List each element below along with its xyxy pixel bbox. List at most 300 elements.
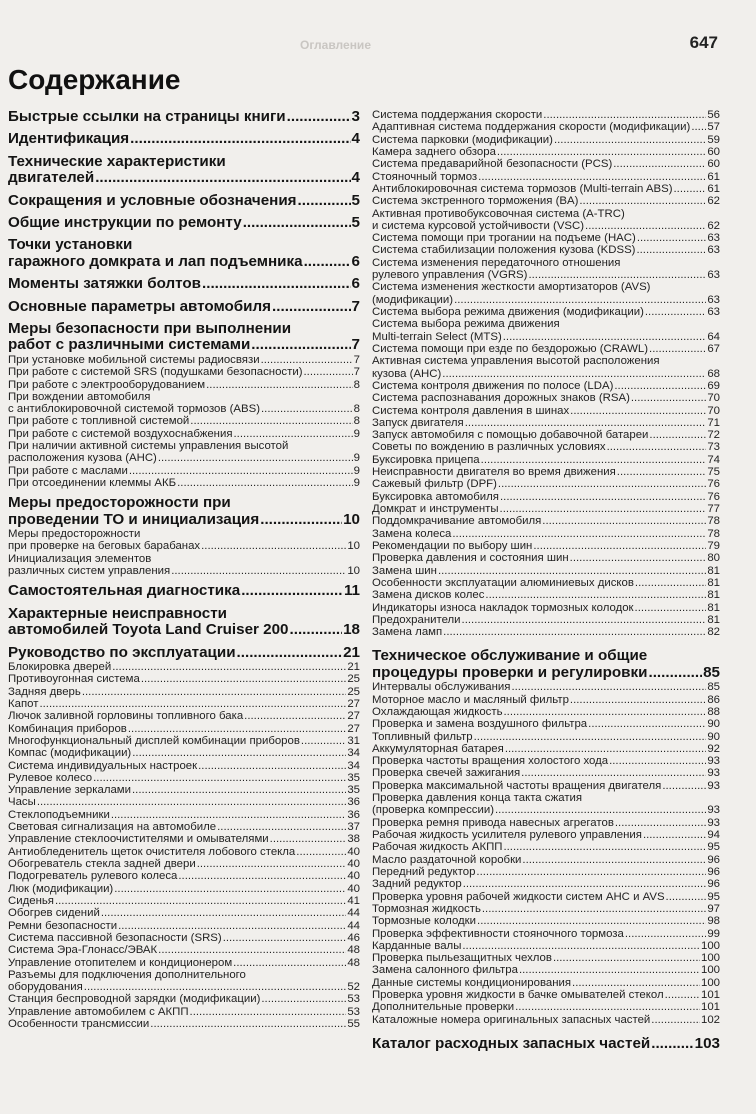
- toc-page-number: 7: [353, 353, 360, 366]
- toc-entry-title-line: Система предаварийной безопасности (PCS): [372, 158, 613, 171]
- toc-section-entry: [8, 215, 360, 231]
- toc-entry-title-line: Самостоятельная диагностика: [8, 582, 241, 600]
- toc-page-number: 90: [707, 718, 720, 731]
- toc-entry-title-line: Проверка уровня рабочей жидкости систем AHC и AVS: [372, 890, 665, 903]
- toc-entry-title-line: Стояночный тормоз: [372, 170, 478, 183]
- toc-page-number: 4: [351, 169, 360, 187]
- dot-leader: [691, 121, 706, 133]
- dot-leader: [570, 405, 706, 417]
- toc-entry-title-line: При работе с маслами: [8, 464, 128, 477]
- toc-entry-title-line: Запуск двигателя: [372, 416, 464, 429]
- toc-page-number: 78: [707, 515, 720, 528]
- toc-entry-title-line: При наличии активной системы управления высотой: [8, 440, 289, 453]
- toc-entry: [372, 503, 720, 515]
- toc-section-entry: [8, 131, 360, 147]
- toc-entry: [372, 392, 720, 404]
- toc-page-number: 57: [707, 121, 720, 134]
- dot-leader: [588, 718, 706, 730]
- dot-leader: [442, 368, 706, 380]
- toc-entry: [372, 343, 720, 355]
- toc-entry: [8, 673, 360, 685]
- toc-page-number: 62: [707, 195, 720, 208]
- toc-entry: [8, 846, 360, 858]
- toc-entry-title-line: Буксировка автомобиля: [372, 490, 499, 503]
- toc-entry-title-line: Меры безопасности при выполнении: [8, 320, 292, 338]
- toc-page-number: 21: [347, 661, 360, 673]
- dot-leader: [522, 854, 706, 866]
- dot-leader: [553, 952, 700, 964]
- toc-section-entry: [372, 1036, 720, 1052]
- toc-entry-title-line: Обогреватель стекла задней двери: [8, 858, 196, 870]
- toc-entry: [372, 841, 720, 853]
- toc-entry: [372, 903, 720, 915]
- toc-entry-title-line: Система изменения жесткости амортизаторов (AVS): [372, 281, 651, 294]
- toc-entry-title-line: Передний редуктор: [372, 865, 476, 878]
- toc-entry: [372, 866, 720, 878]
- toc-entry: [372, 380, 720, 392]
- dot-leader: [498, 478, 706, 490]
- toc-entry: [8, 833, 360, 845]
- toc-page-number: 86: [707, 693, 720, 706]
- toc-entry: [372, 755, 720, 767]
- toc-page-number: 100: [700, 952, 720, 965]
- toc-page-number: 27: [347, 710, 360, 723]
- toc-page-number: 68: [707, 367, 720, 380]
- dot-leader: [270, 833, 347, 845]
- toc-entry: [8, 723, 360, 735]
- toc-page-number: 96: [707, 853, 720, 866]
- dot-leader: [635, 577, 706, 589]
- dot-leader: [37, 796, 347, 808]
- toc-entry-title-line: Сажевый фильтр (DPF): [372, 478, 497, 491]
- toc-entry: [8, 809, 360, 821]
- toc-entry-title-line: при проверке на беговых барабанах: [8, 540, 201, 553]
- dot-leader: [177, 477, 353, 489]
- toc-page-number: 55: [347, 1018, 360, 1031]
- dot-leader: [132, 784, 346, 796]
- toc-page-number: 9: [353, 477, 360, 489]
- dot-leader: [39, 698, 346, 710]
- dot-leader: [272, 299, 351, 315]
- toc-page-number: 7: [353, 366, 360, 379]
- toc-entry: [372, 208, 720, 233]
- toc-page-number: 7: [351, 336, 360, 354]
- toc-page-number: 93: [707, 804, 720, 817]
- toc-page-number: 81: [707, 576, 720, 589]
- toc-page-number: 103: [694, 1035, 720, 1052]
- dot-leader: [674, 183, 707, 195]
- dot-leader: [462, 614, 707, 626]
- dot-leader: [503, 841, 706, 853]
- toc-entry-title-line: Люк (модификации): [8, 882, 114, 895]
- dot-leader: [206, 379, 353, 391]
- toc-entry: [8, 858, 360, 870]
- toc-entry-title-line: с антиблокировочной системой тормозов (ABS): [8, 403, 260, 416]
- toc-entry: [372, 589, 720, 601]
- toc-entry-title-line: Тормозная жидкость: [372, 902, 481, 915]
- toc-entry-title-line: Управление автомобилем с АКПП: [8, 1005, 189, 1018]
- toc-entry: [8, 760, 360, 772]
- toc-entry-title-line: Основные параметры автомобиля: [8, 297, 272, 315]
- toc-entry: [372, 928, 720, 940]
- toc-page-number: 62: [707, 219, 720, 232]
- toc-entry-title-line: Масло раздаточной коробки: [372, 853, 522, 866]
- toc-entry-title-line: Данные системы кондиционирования: [372, 976, 572, 989]
- toc-entry: [372, 441, 720, 453]
- dot-leader: [141, 673, 346, 685]
- toc-entry-title-line: Многофункциональный дисплей комбинации приборов: [8, 734, 300, 747]
- toc-entry: [372, 318, 720, 343]
- toc-entry-title-line: Сокращения и условные обозначения: [8, 191, 297, 209]
- toc-page-number: 92: [707, 742, 720, 755]
- toc-page-number: 60: [707, 158, 720, 171]
- dot-leader: [296, 846, 346, 858]
- toc-entry: [372, 232, 720, 244]
- toc-entry-title-line: Буксировка прицепа: [372, 453, 480, 466]
- toc-page-number: 101: [700, 989, 720, 1002]
- dot-leader: [438, 565, 706, 577]
- toc-entry: [8, 735, 360, 747]
- toc-section-entry: [8, 321, 360, 354]
- toc-page-number: 41: [347, 894, 360, 907]
- toc-page-number: 80: [707, 552, 720, 565]
- toc-entry-title-line: Замена ламп: [372, 626, 443, 639]
- toc-page-number: 8: [353, 415, 360, 428]
- toc-entry-title-line: Быстрые ссылки на страницы книги: [8, 108, 286, 125]
- toc-entry-title-line: Система помощи при езде по бездорожью (CRAWL): [372, 342, 649, 355]
- dot-leader: [497, 146, 706, 158]
- toc-section-entry: [8, 299, 360, 315]
- toc-entry: [372, 989, 720, 1001]
- toc-page-number: 52: [347, 981, 360, 994]
- dot-leader: [478, 171, 706, 183]
- toc-entry-title-line: Замена колеса: [372, 527, 452, 540]
- toc-section-entry: [8, 645, 360, 661]
- toc-page-number: 9: [353, 427, 360, 440]
- toc-entry: [372, 940, 720, 952]
- toc-entry-title-line: Сиденья: [8, 894, 54, 907]
- dot-leader: [500, 503, 707, 515]
- toc-entry-title-line: расположения кузова (AHC): [8, 452, 157, 465]
- dot-leader: [505, 743, 707, 755]
- toc-entry: [8, 698, 360, 710]
- toc-entry-title-line: Проверка свечей зажигания: [372, 767, 521, 780]
- toc-page-number: 93: [707, 767, 720, 780]
- dot-leader: [649, 429, 706, 441]
- toc-page-number: 53: [347, 1005, 360, 1018]
- toc-entry-title-line: Проверка частоты вращения холостого хода: [372, 755, 609, 768]
- toc-entry: [8, 553, 360, 578]
- dot-leader: [482, 903, 706, 915]
- toc-entry: [372, 706, 720, 718]
- dot-leader: [631, 392, 706, 404]
- toc-entry: [8, 747, 360, 759]
- toc-entry: [8, 932, 360, 944]
- toc-page-number: 93: [707, 779, 720, 792]
- toc-entry: [8, 440, 360, 465]
- toc-entry-title-line: Проверка уровня жидкости в бачке омывателей стекол: [372, 989, 664, 1002]
- dot-leader: [233, 957, 346, 969]
- toc-page-number: 81: [707, 601, 720, 614]
- toc-entry-title-line: Система Эра-Глонасс/ЭВАК: [8, 944, 158, 957]
- toc-section-entry: [372, 648, 720, 681]
- toc-page-number: 9: [353, 452, 360, 465]
- toc-entry-title-line: Активная противобуксовочная система (A-TRC): [372, 207, 625, 220]
- toc-entry-title-line: Рабочая жидкость усилителя рулевого управления: [372, 829, 642, 841]
- toc-page-number: 85: [707, 681, 720, 694]
- toc-entry: [8, 391, 360, 416]
- toc-section-entry: [8, 495, 360, 528]
- bleed-header: Оглавление: [300, 38, 371, 52]
- dot-leader: [637, 232, 707, 244]
- toc-section-entry: [8, 193, 360, 209]
- toc-entry: [372, 491, 720, 503]
- toc-page-number: 40: [347, 882, 360, 895]
- toc-entry-title-line: Подогреватель рулевого колеса: [8, 870, 178, 883]
- dot-leader: [190, 1006, 347, 1018]
- toc-page-number: 102: [700, 1013, 720, 1026]
- toc-entry: [372, 792, 720, 817]
- toc-entry-title-line: Дополнительные проверки: [372, 1001, 515, 1014]
- toc-page-number: 8: [353, 378, 360, 391]
- dot-leader: [243, 215, 351, 231]
- toc-page-number: 88: [707, 705, 720, 718]
- toc-entry: [8, 821, 360, 833]
- toc-entry-title-line: Система выбора режима движения: [372, 318, 560, 331]
- toc-page-number: 97: [707, 902, 720, 915]
- toc-entry-title-line: (проверка компрессии): [372, 804, 494, 817]
- toc-entry-title-line: Предохранители: [372, 613, 461, 626]
- toc-entry-title-line: Капот: [8, 697, 39, 710]
- dot-leader: [666, 891, 707, 903]
- toc-entry: [8, 895, 360, 907]
- dot-leader: [474, 731, 707, 743]
- toc-entry-title-line: Световая сигнализация на автомобиле: [8, 821, 217, 834]
- toc-entry-title-line: Техническое обслуживание и общие: [372, 647, 648, 665]
- dot-leader: [615, 817, 706, 829]
- toc-entry: [372, 171, 720, 183]
- toc-page-number: 10: [347, 540, 360, 553]
- toc-page-number: 5: [351, 191, 360, 209]
- toc-entry-title-line: Активная система управления высотой расположения: [372, 355, 660, 368]
- toc-page-number: 100: [700, 939, 720, 952]
- dot-leader: [572, 977, 700, 989]
- toc-page-number: 60: [707, 145, 720, 158]
- toc-page-number: 98: [707, 915, 720, 928]
- dot-leader: [132, 747, 346, 759]
- dot-leader: [485, 589, 706, 601]
- toc-entry: [8, 772, 360, 784]
- toc-page-number: 44: [347, 919, 360, 932]
- dot-leader: [82, 686, 347, 698]
- toc-entry-title-line: При работе с топливной системой: [8, 415, 190, 428]
- dot-leader: [613, 158, 706, 170]
- toc-entry-title-line: Система стабилизации положения кузова (KDSS): [372, 244, 636, 257]
- toc-page-number: 35: [347, 771, 360, 784]
- toc-page-number: 27: [347, 697, 360, 710]
- toc-page-number: 63: [707, 244, 720, 257]
- toc-entry-title-line: Система индивидуальных настроек: [8, 759, 198, 772]
- toc-entry: [372, 694, 720, 706]
- toc-page-number: 63: [707, 306, 720, 318]
- toc-page-number: 56: [707, 109, 720, 121]
- toc-entry: [372, 417, 720, 429]
- toc-page-number: 27: [347, 722, 360, 735]
- toc-entry-title-line: Компас (модификации): [8, 747, 132, 760]
- dot-leader: [452, 528, 706, 540]
- toc-entry-title-line: Система выбора режима движения (модификации): [372, 306, 644, 318]
- toc-entry-title-line: процедуры проверки и регулировки: [372, 663, 648, 681]
- toc-page-number: 48: [347, 956, 360, 969]
- toc-entry-title-line: Особенности трансмиссии: [8, 1018, 150, 1031]
- page-number: 647: [689, 33, 718, 52]
- toc-entry-title-line: При работе с системой воздухоснабжения: [8, 427, 233, 440]
- toc-entry: [372, 183, 720, 195]
- dot-leader: [614, 380, 706, 392]
- toc-page-number: 11: [343, 582, 360, 600]
- toc-entry: [372, 454, 720, 466]
- toc-page-number: 67: [707, 342, 720, 355]
- toc-entry-title-line: Система экстренного торможения (BA): [372, 195, 579, 208]
- toc-entry-title-line: Разъемы для подключения дополнительного: [8, 968, 246, 981]
- dot-leader: [625, 928, 706, 940]
- toc-entry-title-line: Советы по вождению в различных условиях: [372, 441, 606, 454]
- toc-entry-title-line: оборудования: [8, 981, 83, 994]
- toc-entry-title-line: Проверка максимальной частоты вращения двигателя: [372, 779, 662, 792]
- toc-page-number: 72: [707, 429, 720, 442]
- toc-entry: [372, 134, 720, 146]
- toc-entry-title-line: различных систем управления: [8, 565, 171, 578]
- toc-entry-title-line: Ремни безопасности: [8, 919, 118, 932]
- dot-leader: [495, 804, 706, 816]
- dot-leader: [463, 878, 707, 890]
- toc-entry: [372, 306, 720, 318]
- toc-page-number: 99: [707, 927, 720, 940]
- dot-leader: [665, 989, 700, 1001]
- toc-entry: [372, 977, 720, 989]
- dot-leader: [101, 907, 347, 919]
- toc-entry: [8, 1018, 360, 1030]
- toc-entry: [372, 528, 720, 540]
- toc-entry-title-line: Проверка ремня привода навесных агрегатов: [372, 816, 614, 829]
- dot-leader: [237, 645, 343, 661]
- toc-entry: [8, 944, 360, 956]
- toc-page-number: 37: [347, 821, 360, 834]
- dot-leader: [662, 780, 706, 792]
- toc-entry-title-line: При отсоединении клеммы АКБ: [8, 477, 177, 489]
- toc-entry: [372, 780, 720, 792]
- toc-section-entry: [8, 583, 360, 599]
- toc-entry-title-line: Система парковки (модификации): [372, 133, 553, 146]
- toc-entry-title-line: Охлаждающая жидкость: [372, 705, 503, 718]
- toc-entry-title-line: Аккумуляторная батарея: [372, 742, 504, 755]
- toc-page-number: 21: [343, 643, 360, 661]
- dot-leader: [617, 466, 707, 478]
- toc-entry-title-line: Система контроля движения по полосе (LDA): [372, 379, 614, 392]
- dot-leader: [521, 767, 706, 779]
- toc-entry-title-line: Обогрев сидений: [8, 907, 100, 920]
- toc-page-number: 18: [343, 621, 360, 639]
- dot-leader: [504, 706, 707, 718]
- dot-leader: [84, 981, 347, 993]
- toc-page-number: 31: [347, 734, 360, 747]
- toc-page-number: 10: [347, 565, 360, 578]
- toc-entry-title-line: Часы: [8, 796, 36, 809]
- toc-entry-title-line: Тормозные колодки: [372, 915, 477, 928]
- dot-leader: [202, 276, 351, 292]
- toc-entry: [8, 920, 360, 932]
- toc-entry: [372, 577, 720, 589]
- toc-entry-title-line: Моменты затяжки болтов: [8, 275, 202, 293]
- dot-leader: [234, 428, 353, 440]
- toc-entry: [8, 870, 360, 882]
- toc-page-number: 40: [347, 858, 360, 870]
- toc-entry-title-line: и система курсовой устойчивости (VSC): [372, 219, 585, 232]
- dot-leader: [543, 109, 706, 121]
- toc-entry: [8, 957, 360, 969]
- dot-leader: [197, 858, 347, 870]
- toc-page-number: 6: [351, 252, 360, 270]
- dot-leader: [609, 755, 706, 767]
- toc-entry-title-line: Технические характеристики: [8, 152, 226, 170]
- toc-entry-title-line: автомобилей Toyota Land Cruiser 200: [8, 621, 289, 639]
- toc-entry-title-line: Противоугонная система: [8, 673, 140, 686]
- toc-entry: [372, 829, 720, 841]
- toc-entry-title-line: Комбинация приборов: [8, 722, 127, 735]
- dot-leader: [298, 193, 351, 209]
- toc-page-number: 10: [343, 510, 360, 528]
- dot-leader: [443, 626, 706, 638]
- dot-leader: [500, 491, 706, 503]
- dot-leader: [290, 622, 343, 638]
- dot-leader: [651, 1014, 700, 1026]
- toc-entry-title-line: При работе с системой SRS (подушками безопасности): [8, 366, 303, 379]
- toc-entry-title-line: Система изменения передаточного отношения: [372, 256, 621, 269]
- toc-entry: [8, 710, 360, 722]
- dot-leader: [519, 964, 700, 976]
- toc-entry-title-line: работ с различными системами: [8, 336, 251, 354]
- toc-entry-title-line: Меры предосторожности: [8, 528, 141, 541]
- toc-entry-title-line: Система помощи при трогании на подъеме (HAC): [372, 232, 636, 245]
- toc-entry-title-line: Руководство по эксплуатации: [8, 643, 236, 661]
- toc-entry-title-line: Домкрат и инструменты: [372, 503, 499, 515]
- page-title: Содержание: [8, 64, 181, 95]
- dot-leader: [570, 694, 706, 706]
- toc-entry-title-line: Замена дисков колес: [372, 589, 485, 602]
- toc-page-number: 74: [707, 453, 720, 466]
- toc-section-entry: [8, 606, 360, 639]
- toc-entry-title-line: Топливный фильтр: [372, 730, 473, 743]
- toc-entry: [372, 109, 720, 121]
- toc-entry-title-line: Multi-terrain Select (MTS): [372, 330, 502, 343]
- toc-page-number: 25: [347, 685, 360, 698]
- toc-entry-title-line: Станция беспроводной зарядки (модификации): [8, 993, 261, 1006]
- toc-page-number: 59: [707, 133, 720, 146]
- toc-entry: [372, 602, 720, 614]
- dot-leader: [217, 821, 346, 833]
- toc-page-number: 73: [707, 441, 720, 454]
- toc-page-number: 64: [707, 330, 720, 343]
- dot-leader: [178, 870, 346, 882]
- toc-entry-title-line: Стеклоподъемники: [8, 808, 110, 821]
- dot-leader: [454, 294, 706, 306]
- toc-entry: [372, 767, 720, 779]
- toc-entry-title-line: Замена салонного фильтра: [372, 964, 518, 977]
- toc-page-number: 63: [707, 232, 720, 245]
- toc-entry: [372, 466, 720, 478]
- toc-entry-title-line: Моторное масло и масляный фильтр: [372, 693, 569, 706]
- toc-entry-title-line: двигателей: [8, 169, 95, 187]
